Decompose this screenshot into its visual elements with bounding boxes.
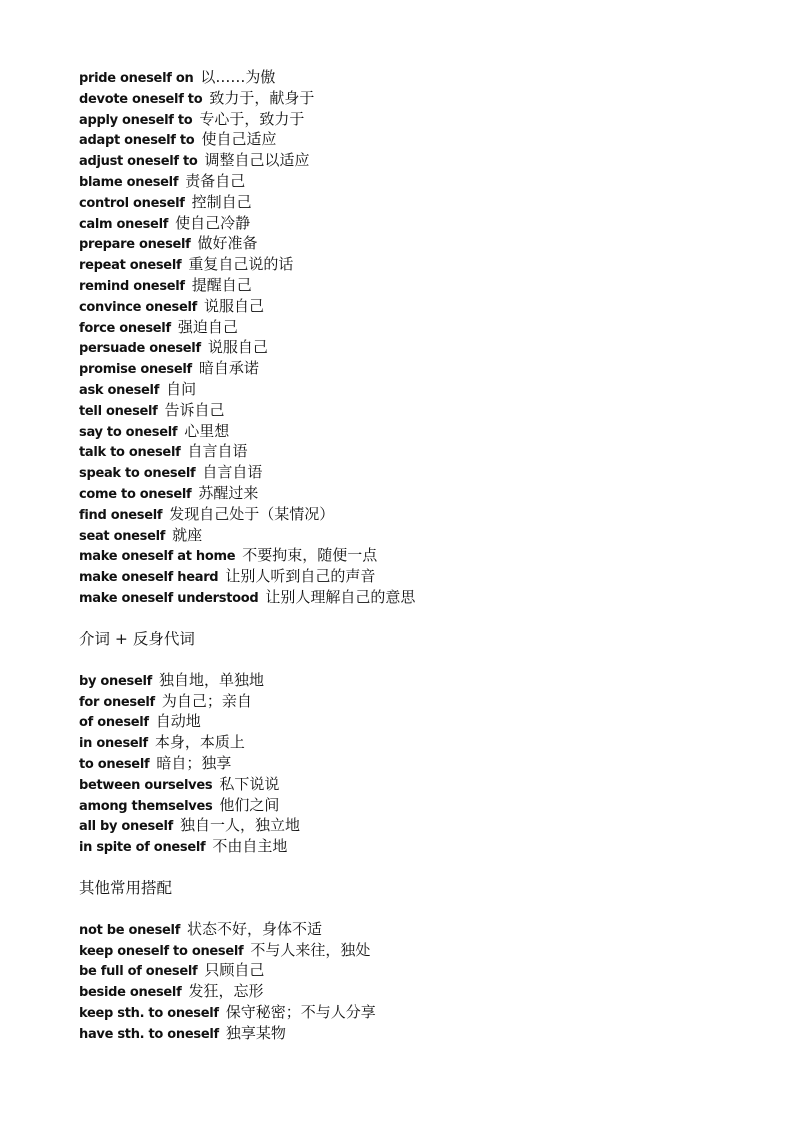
- phrase-entry: [79, 421, 759, 442]
- phrase-entry: [79, 732, 759, 753]
- phrase-english: in spite of oneself: [79, 840, 206, 856]
- phrase-entry: [79, 919, 759, 940]
- phrase-entry: [79, 462, 759, 483]
- phrase-entry: [79, 275, 759, 296]
- phrase-entry: [79, 691, 759, 712]
- phrase-entry: [79, 150, 759, 171]
- phrase-english: make oneself understood: [79, 590, 259, 606]
- phrase-entry: [79, 525, 759, 546]
- phrase-english: beside oneself: [79, 985, 182, 1001]
- phrase-entry: [79, 815, 759, 836]
- phrase-chinese: 为自己；亲自: [161, 691, 252, 710]
- section-heading-other: 其他常用搭配: [79, 878, 173, 897]
- phrase-english: force oneself: [79, 320, 171, 336]
- phrase-entry: [79, 504, 759, 525]
- phrase-entry: [79, 587, 759, 608]
- phrase-english: by oneself: [79, 673, 152, 689]
- phrase-chinese: 私下说说: [219, 774, 280, 793]
- phrase-chinese: 自问: [166, 379, 197, 398]
- phrase-english: be full of oneself: [79, 964, 198, 980]
- phrase-entry: [79, 774, 759, 795]
- phrase-english: not be oneself: [79, 922, 181, 938]
- phrase-entry: [79, 88, 759, 109]
- phrase-chinese: 自言自语: [202, 463, 263, 482]
- phrase-english: keep sth. to oneself: [79, 1006, 219, 1022]
- phrase-entry: [79, 337, 759, 358]
- phrase-english: make oneself at home: [79, 549, 236, 565]
- phrase-english: adjust oneself to: [79, 154, 198, 170]
- phrase-entry: [79, 233, 759, 254]
- phrase-chinese: 告诉自己: [164, 400, 225, 419]
- phrase-english: prepare oneself: [79, 237, 191, 253]
- phrase-chinese: 独享某物: [225, 1023, 286, 1042]
- phrase-entry: [79, 960, 759, 981]
- phrase-english: among themselves: [79, 798, 213, 814]
- document-page: [79, 67, 759, 1044]
- phrase-english: make oneself heard: [79, 570, 219, 586]
- phrase-entry: [79, 67, 759, 88]
- phrase-entry: [79, 317, 759, 338]
- phrase-english: speak to oneself: [79, 466, 196, 482]
- phrase-chinese: 不与人来往，独处: [250, 940, 371, 959]
- phrase-english: keep oneself to oneself: [79, 943, 244, 959]
- phrase-english: tell oneself: [79, 403, 158, 419]
- phrase-entry: [79, 483, 759, 504]
- phrase-entry: [79, 711, 759, 732]
- phrase-entry: [79, 254, 759, 275]
- phrase-entry: [79, 981, 759, 1002]
- phrase-chinese: 发现自己处于（某情况）: [169, 504, 335, 523]
- phrase-chinese: 不由自主地: [212, 837, 288, 856]
- phrase-english: pride oneself on: [79, 71, 194, 86]
- phrase-english: convince oneself: [79, 299, 197, 315]
- phrase-chinese: 独自一人，独立地: [180, 816, 301, 835]
- phrase-english: for oneself: [79, 694, 155, 710]
- section-heading-prepositions: 介词 + 反身代词: [79, 629, 195, 648]
- phrase-english: come to oneself: [79, 486, 192, 502]
- phrase-entry: [79, 171, 759, 192]
- phrase-english: remind oneself: [79, 278, 185, 294]
- phrase-chinese: 使自己冷静: [175, 213, 251, 232]
- phrase-entry: [79, 566, 759, 587]
- phrase-chinese: 状态不好，身体不适: [187, 919, 323, 938]
- section-other-collocations: [79, 919, 759, 1044]
- section-reflexive-verbs: [79, 67, 759, 608]
- phrase-chinese: 自言自语: [187, 442, 248, 461]
- phrase-chinese: 专心于，致力于: [199, 109, 305, 128]
- phrase-entry: [79, 358, 759, 379]
- phrase-entry: [79, 545, 759, 566]
- phrase-chinese: 苏醒过来: [198, 483, 259, 502]
- phrase-entry: [79, 213, 759, 234]
- phrase-english: seat oneself: [79, 528, 166, 544]
- phrase-english: apply oneself to: [79, 112, 193, 128]
- phrase-entry: [79, 192, 759, 213]
- phrase-chinese: 做好准备: [197, 234, 258, 253]
- phrase-chinese: 重复自己说的话: [188, 255, 294, 274]
- phrase-entry: [79, 129, 759, 150]
- phrase-english: find oneself: [79, 507, 163, 523]
- phrase-chinese: 就座: [172, 525, 203, 544]
- phrase-chinese: 说服自己: [204, 296, 265, 315]
- phrase-chinese: 心里想: [184, 421, 230, 440]
- phrase-english: adapt oneself to: [79, 133, 195, 149]
- phrase-english: persuade oneself: [79, 341, 201, 357]
- phrase-entry: [79, 1002, 759, 1023]
- phrase-english: promise oneself: [79, 362, 192, 378]
- phrase-english: talk to oneself: [79, 445, 181, 461]
- phrase-chinese: 让别人理解自己的意思: [265, 587, 416, 606]
- phrase-entry: [79, 670, 759, 691]
- phrase-chinese: 自动地: [155, 712, 201, 731]
- phrase-english: control oneself: [79, 195, 185, 211]
- phrase-chinese: 提醒自己: [191, 275, 252, 294]
- phrase-english: repeat oneself: [79, 258, 182, 274]
- phrase-english: blame oneself: [79, 174, 179, 190]
- phrase-chinese: 只顾自己: [204, 961, 265, 980]
- section-preposition-reflexive: [79, 670, 759, 857]
- phrase-entry: [79, 296, 759, 317]
- phrase-chinese: 独自地，单独地: [158, 670, 264, 689]
- phrase-entry: [79, 1023, 759, 1044]
- phrase-chinese: 保守秘密；不与人分享: [225, 1003, 376, 1022]
- phrase-chinese: 说服自己: [207, 338, 268, 357]
- phrase-entry: [79, 400, 759, 421]
- phrase-entry: [79, 836, 759, 857]
- phrase-english: between ourselves: [79, 777, 213, 793]
- phrase-english: calm oneself: [79, 216, 169, 232]
- phrase-english: devote oneself to: [79, 91, 203, 107]
- phrase-entry: [79, 379, 759, 400]
- phrase-chinese: 责备自己: [185, 171, 246, 190]
- phrase-english: ask oneself: [79, 382, 160, 398]
- phrase-english: all by oneself: [79, 819, 173, 835]
- phrase-chinese: 暗自承诺: [198, 359, 259, 378]
- phrase-chinese: 不要拘束，随便一点: [242, 546, 378, 565]
- phrase-english: in oneself: [79, 736, 148, 752]
- phrase-english: say to oneself: [79, 424, 178, 440]
- phrase-chinese: 让别人听到自己的声音: [225, 567, 376, 586]
- phrase-chinese: 控制自己: [191, 192, 252, 211]
- phrase-entry: [79, 795, 759, 816]
- phrase-chinese: 暗自；独享: [156, 753, 232, 772]
- phrase-chinese: 调整自己以适应: [204, 151, 310, 170]
- phrase-chinese: 他们之间: [219, 795, 280, 814]
- phrase-english: to oneself: [79, 756, 150, 772]
- phrase-chinese: 本身，本质上: [154, 733, 245, 752]
- phrase-entry: [79, 109, 759, 130]
- phrase-english: have sth. to oneself: [79, 1026, 219, 1042]
- phrase-chinese: 使自己适应: [201, 130, 277, 149]
- phrase-english: of oneself: [79, 715, 149, 731]
- phrase-chinese: 强迫自己: [177, 317, 238, 336]
- phrase-chinese: 以……为傲: [200, 68, 276, 86]
- phrase-chinese: 致力于，献身于: [209, 88, 315, 107]
- phrase-chinese: 发狂，忘形: [188, 982, 264, 1001]
- phrase-entry: [79, 940, 759, 961]
- phrase-entry: [79, 753, 759, 774]
- phrase-entry: [79, 441, 759, 462]
